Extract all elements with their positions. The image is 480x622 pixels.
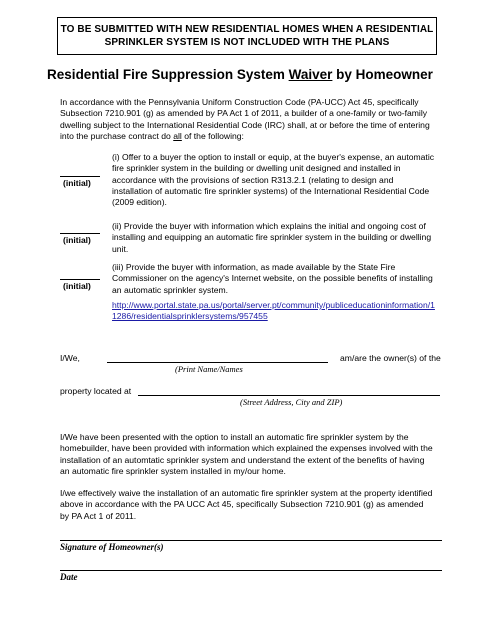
paragraph-line: I/We have been presented with the option to install an automatic fire sprinkler system by the <box>60 432 409 442</box>
intro-line: dwelling subject to the International Residential Code (IRC) shall, at or before the time of entering <box>60 119 430 130</box>
paragraph-line: above in accordance with the PA UCC Act 45, specifically Subsection 7210.901 (g) as amended <box>60 499 424 510</box>
intro-line: into the purchase contract do all of the following: <box>60 130 244 141</box>
paragraph-line: an automatic fire sprinkler system installed in my/our home. <box>60 465 286 476</box>
owner-prefix: I/We, <box>60 353 80 363</box>
property-prefix: property located at <box>60 386 132 396</box>
owner-name-field[interactable] <box>107 362 328 363</box>
paragraph-line: homebuilder, have been provided with information which explained the expenses involved with the <box>60 443 433 454</box>
item-line: accordance with the provisions of section R313.2.1 (relating to design and <box>112 174 394 185</box>
waiver-paragraph <box>60 488 432 522</box>
date-field[interactable] <box>60 570 442 571</box>
acknowledgement-paragraph <box>60 432 433 477</box>
item-line: (iii) Provide the buyer with information, as made available by the State Fire <box>112 262 396 272</box>
requirement-item-2 <box>112 221 431 255</box>
item-line: an automatic sprinkler system. <box>112 284 229 295</box>
initial-field-2[interactable] <box>60 233 100 234</box>
signature-label: Signature of Homeowner(s) <box>60 542 164 552</box>
item-line: installing and equipping an automatic fire sprinkler system in the building or dwelling <box>112 232 432 243</box>
paragraph-line: by PA Act 1 of 2011. <box>60 510 137 521</box>
item-line: Commissioner on the agency's Internet website, on the possible benefits of installing <box>112 273 433 284</box>
title-before: Residential Fire Suppression System <box>47 67 289 82</box>
sprinkler-info-link[interactable] <box>112 300 435 323</box>
title-after: by Homeowner <box>332 67 433 82</box>
property-address-caption: (Street Address, City and ZIP) <box>240 397 343 407</box>
initial-label-1: (initial) <box>63 178 91 188</box>
item-line: unit. <box>112 243 129 254</box>
banner-line-2: SPRINKLER SYSTEM IS NOT INCLUDED WITH THE PLANS <box>104 37 390 48</box>
initial-field-3[interactable] <box>60 279 100 280</box>
submission-notice-banner <box>57 17 437 55</box>
title-underlined: Waiver <box>288 67 333 82</box>
owner-name-caption: (Print Name/Names <box>175 364 243 374</box>
item-line: (ii) Provide the buyer with information which explains the initial and ongoing cost of <box>112 221 426 231</box>
initial-label-3: (initial) <box>63 281 91 291</box>
page-title <box>0 67 480 82</box>
date-label: Date <box>60 572 78 582</box>
paragraph-line: I/we effectively waive the installation of an automatic fire sprinkler system at the property identified <box>60 488 433 498</box>
intro-line: Subsection 7210.901 (g) as amended by PA Act 1 of 2011, a builder of a one-family or two-family <box>60 108 428 119</box>
link-line[interactable]: 1286/residentialsprinklersystems/957455 <box>112 311 268 322</box>
initial-label-2: (initial) <box>63 235 91 245</box>
link-line[interactable]: http://www.portal.state.pa.us/portal/server.pt/community/publiceducationinformation/1 <box>112 300 435 310</box>
item-line: (i) Offer to a buyer the option to install or equip, at the buyer's expense, an automatic <box>112 152 435 162</box>
intro-paragraph <box>60 97 430 142</box>
initial-field-1[interactable] <box>60 176 100 177</box>
banner-line-1: TO BE SUBMITTED WITH NEW RESIDENTIAL HOMES WHEN A RESIDENTIAL <box>60 24 434 35</box>
intro-line: In accordance with the Pennsylvania Uniform Construction Code (PA-UCC) Act 45, specifically <box>60 97 419 107</box>
signature-field[interactable] <box>60 540 442 541</box>
paragraph-line: installation of an automtatic sprinkler system and understand the extent of the benefits of having <box>60 454 425 465</box>
owner-suffix: am/are the owner(s) of the <box>340 353 441 363</box>
item-line: fire sprinkler system in the building or dwelling unit designed and installed in <box>112 163 401 174</box>
requirement-item-3 <box>112 262 433 296</box>
item-line: (2009 edition). <box>112 197 167 208</box>
item-line: installation of automatic fire sprinkler systems) of the International Residential Code <box>112 185 430 196</box>
requirement-item-1 <box>112 152 434 208</box>
property-address-field[interactable] <box>138 395 440 396</box>
